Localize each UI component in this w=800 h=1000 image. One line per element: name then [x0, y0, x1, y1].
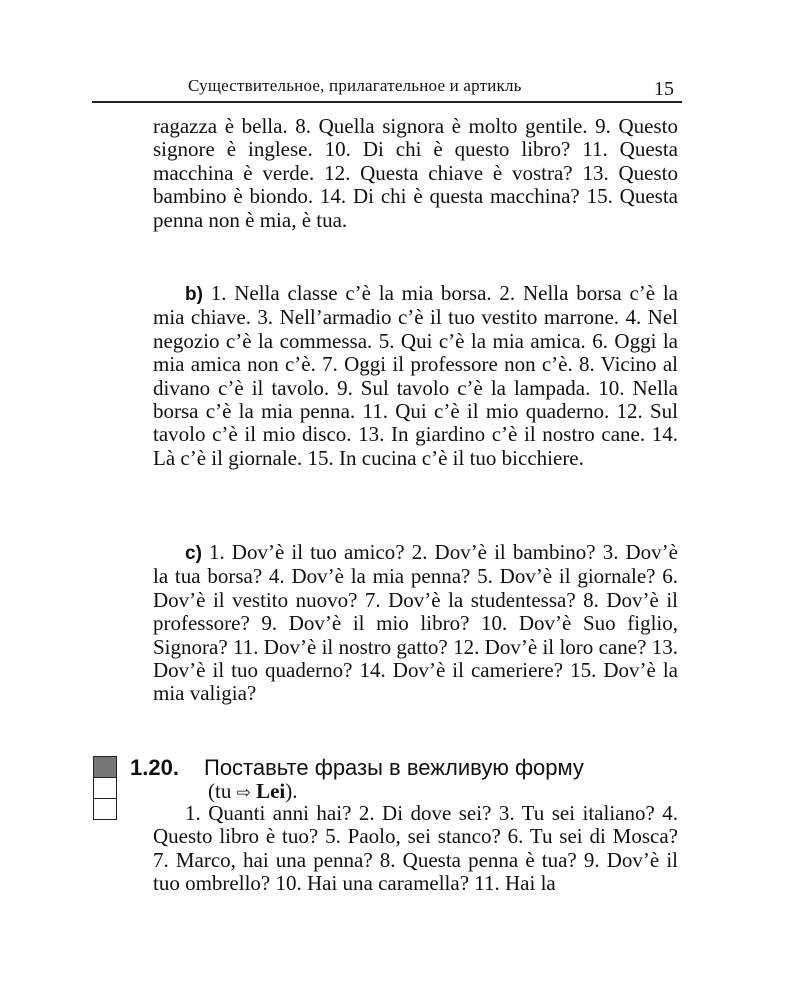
answer-block-b — [153, 282, 678, 470]
exercise-subtitle: (tu ⇨ Lei). — [208, 779, 298, 803]
block-c-paragraph — [153, 541, 678, 706]
exercise-title: Поставьте фразы в вежливую форму — [204, 755, 584, 780]
difficulty-box-filled — [93, 756, 117, 778]
block-a-text: ragazza è bella. 8. Quella signora è molto gentile. 9. Questo signore è inglese. 10. Di chi è questo libro? 11. Questa macchina è verde. 12. Questa chiave è vostra? 13. Questo bambino è biondo. 14. Di chi è questa macchina? 15. Questa penna non è mia, è tua. — [153, 114, 678, 232]
block-c-text: 1. Dov’è il tuo amico? 2. Dov’è il bambino? 3. Dov’è la tua borsa? 4. Dov’è la mia penna? 5. Dov’è il giornale? 6. Dov’è il vestito nuovo? 7. Dov’è la studentessa? 8. Dov’è il professore? 9. Dov’è il mio libro? 10. Dov’è Suo figlio, Signora? 11. Dov’è il nostro gatto? 12. Dov’è il loro cane? 13. Dov’è il tuo quaderno? 14. Dov’è il cameriere? 15. Dov’è la mia valigia? — [153, 540, 678, 706]
block-b-paragraph — [153, 282, 678, 470]
exercise-block — [153, 802, 678, 896]
header-rule — [92, 101, 682, 103]
exercise-text: 1. Quanti anni hai? 2. Di dove sei? 3. Tu sei italiano? 4. Questo libro è tuo? 5. Paolo, sei stanco? 6. Tu sei di Mosca? 7. Marco, hai una penna? 8. Questa penna è tua? 9. Dov’è il tuo ombrello? 10. Hai una caramella? 11. Hai la — [153, 801, 678, 896]
arrow-right-icon: ⇨ — [236, 783, 251, 803]
answer-block-c — [153, 541, 678, 706]
page-number: 15 — [654, 78, 674, 100]
block-b-text: 1. Nella classe c’è la mia borsa. 2. Nella borsa c’è la mia chiave. 3. Nell’armadio c’è il tuo vestito marrone. 4. Nel negozio c’è la commessa. 5. Qui c’è la mia amica. 6. Oggi la mia amica non c’è. 7. Oggi il professore non c’è. 8. Vicino al divano c’è il tavolo. 9. Sul tavolo c’è la lampada. 10. Nella borsa c’è la mia penna. 11. Qui c’è il mio quaderno. 12. Sul tavolo c’è il mio disco. 13. In giardino c’è il nostro cane. 14. Là c’è il giornale. 15. In cucina c’è il tuo bicchiere. — [153, 281, 678, 470]
difficulty-box-empty — [93, 798, 117, 820]
exercise-number: 1.20. — [130, 755, 179, 780]
header-title: Существительное, прилагательное и артикль — [188, 76, 522, 95]
block-c-label: c) — [185, 543, 202, 564]
exercise-to: Lei — [256, 779, 286, 803]
difficulty-box-empty — [93, 777, 117, 799]
block-b-label: b) — [185, 284, 203, 305]
answer-block-a — [153, 115, 678, 232]
running-header — [92, 76, 682, 102]
exercise-from: tu — [215, 779, 232, 803]
